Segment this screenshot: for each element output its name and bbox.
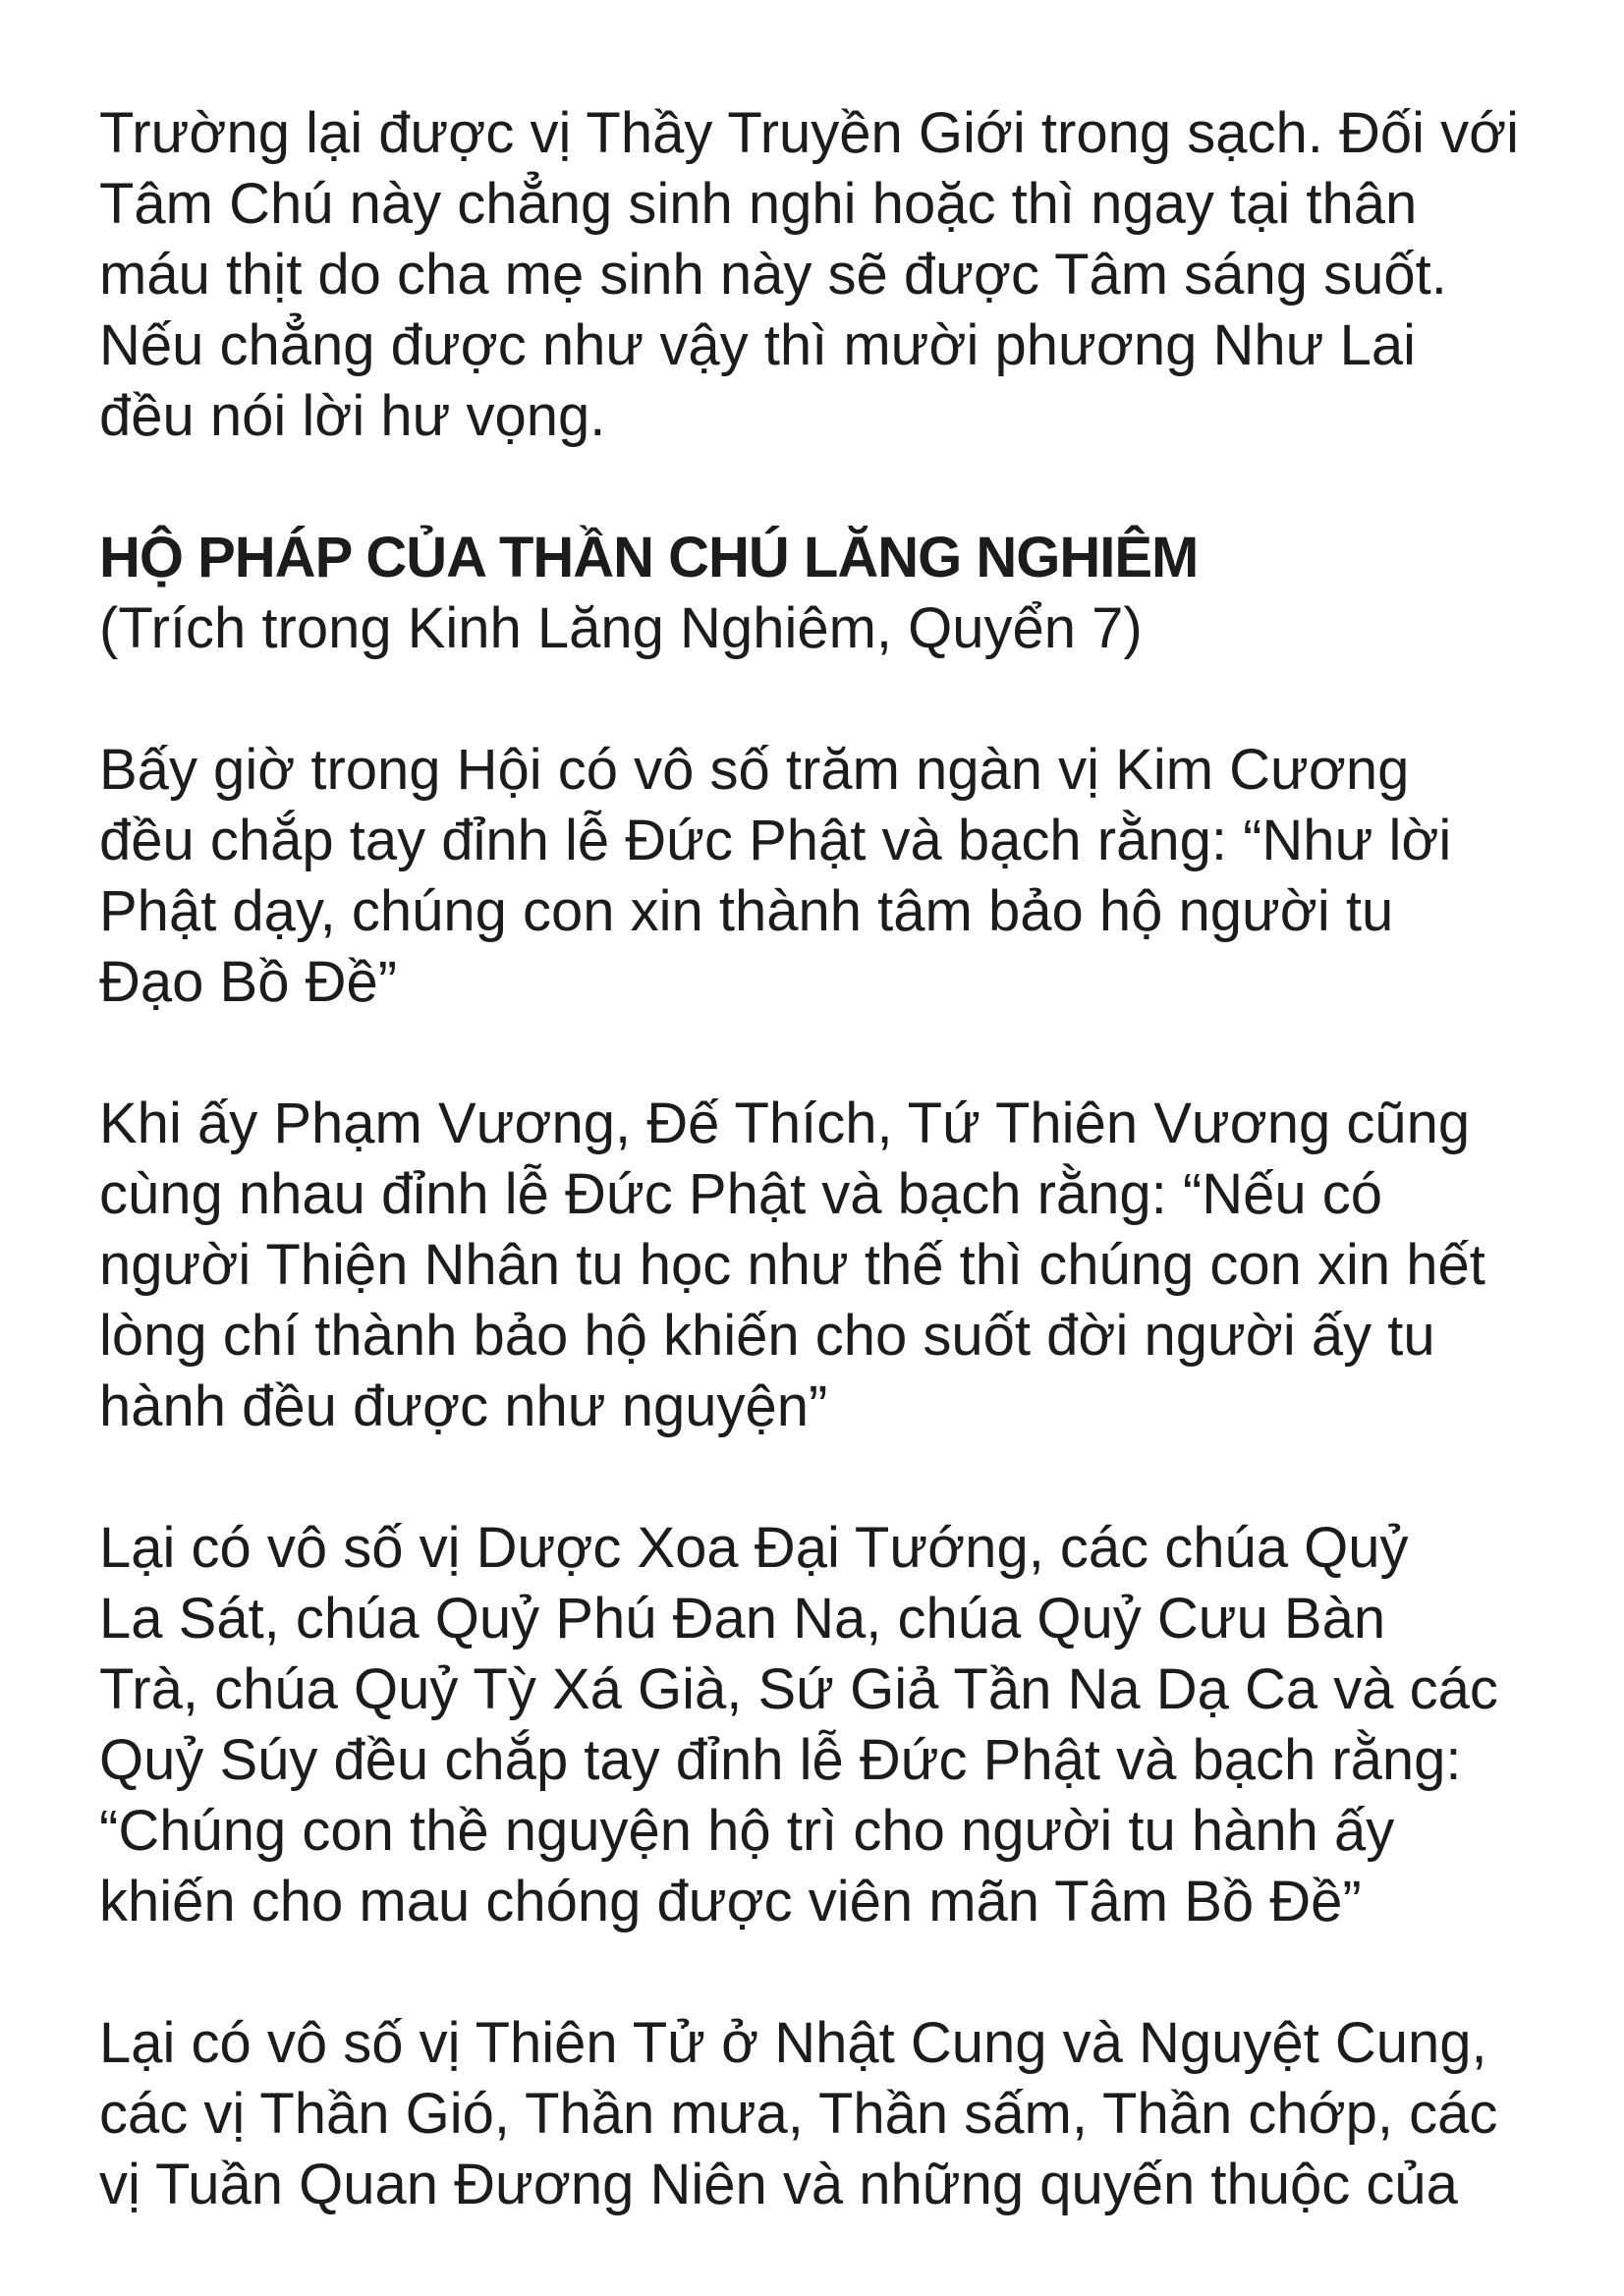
text-line: người Thiện Nhân tu học như thế thì chúng con xin hết	[99, 1233, 1485, 1297]
text-line: đều nói lời hư vọng.	[99, 384, 606, 448]
document-page	[99, 98, 1593, 2220]
section-source-note: (Trích trong Kinh Lăng Nghiêm, Quyển 7)	[99, 596, 1143, 660]
text-line: Phật dạy, chúng con xin thành tâm bảo hộ người tu	[99, 879, 1394, 943]
paragraph-kim-cuong	[99, 735, 1593, 1018]
text-line: các vị Thần Gió, Thần mưa, Thần sấm, Thần chớp, các	[99, 2082, 1498, 2146]
text-line: đều chắp tay đỉnh lễ Đức Phật và bạch rằng: “Như lời	[99, 809, 1452, 872]
text-line: Trà, chúa Quỷ Tỳ Xá Già, Sứ Giả Tần Na Dạ Ca và các	[99, 1657, 1498, 1721]
text-line: khiến cho mau chóng được viên mãn Tâm Bồ Đề”	[99, 1870, 1362, 1933]
text-line: Lại có vô số vị Thiên Tử ở Nhật Cung và Nguyệt Cung,	[99, 2011, 1487, 2075]
paragraph-gap	[99, 1442, 1593, 1513]
text-line: Nếu chẳng được như vậy thì mười phương Như Lai	[99, 313, 1416, 377]
paragraph-gap	[99, 1018, 1593, 1089]
text-line: Bấy giờ trong Hội có vô số trăm ngàn vị Kim Cương	[99, 738, 1410, 802]
paragraph-intro	[99, 98, 1593, 452]
text-line: “Chúng con thề nguyện hộ trì cho người tu hành ấy	[99, 1799, 1395, 1863]
text-line: Trường lại được vị Thầy Truyền Giới trong sạch. Đối với	[99, 101, 1520, 165]
text-line: Quỷ Súy đều chắp tay đỉnh lễ Đức Phật và bạch rằng:	[99, 1728, 1462, 1792]
text-line: cùng nhau đỉnh lễ Đức Phật và bạch rằng: “Nếu có	[99, 1162, 1382, 1226]
text-line: lòng chí thành bảo hộ khiến cho suốt đời người ấy tu	[99, 1304, 1435, 1368]
text-line: máu thịt do cha mẹ sinh này sẽ được Tâm sáng suốt.	[99, 243, 1447, 307]
section-heading: HỘ PHÁP CỦA THẦN CHÚ LĂNG NGHIÊM	[99, 526, 1199, 589]
paragraph-gap	[99, 452, 1593, 523]
text-line: vị Tuần Quan Đương Niên và những quyến thuộc của	[99, 2153, 1458, 2216]
paragraph-duoc-xoa	[99, 1513, 1593, 1937]
paragraph-gap	[99, 1937, 1593, 2008]
text-line: Lại có vô số vị Dược Xoa Đại Tướng, các chúa Quỷ	[99, 1516, 1409, 1580]
paragraph-gap	[99, 664, 1593, 735]
text-line: hành đều được như nguyện”	[99, 1374, 828, 1438]
text-line: Tâm Chú này chẳng sinh nghi hoặc thì ngay tại thân	[99, 172, 1418, 236]
text-line: Đạo Bồ Đề”	[99, 950, 398, 1014]
section-heading-block	[99, 523, 1593, 664]
paragraph-thien-tu	[99, 2008, 1593, 2220]
paragraph-pham-vuong	[99, 1089, 1593, 1442]
text-line: Khi ấy Phạm Vương, Đế Thích, Tứ Thiên Vương cũng	[99, 1092, 1471, 1155]
text-line: La Sát, chúa Quỷ Phú Đan Na, chúa Quỷ Cưu Bàn	[99, 1587, 1386, 1651]
